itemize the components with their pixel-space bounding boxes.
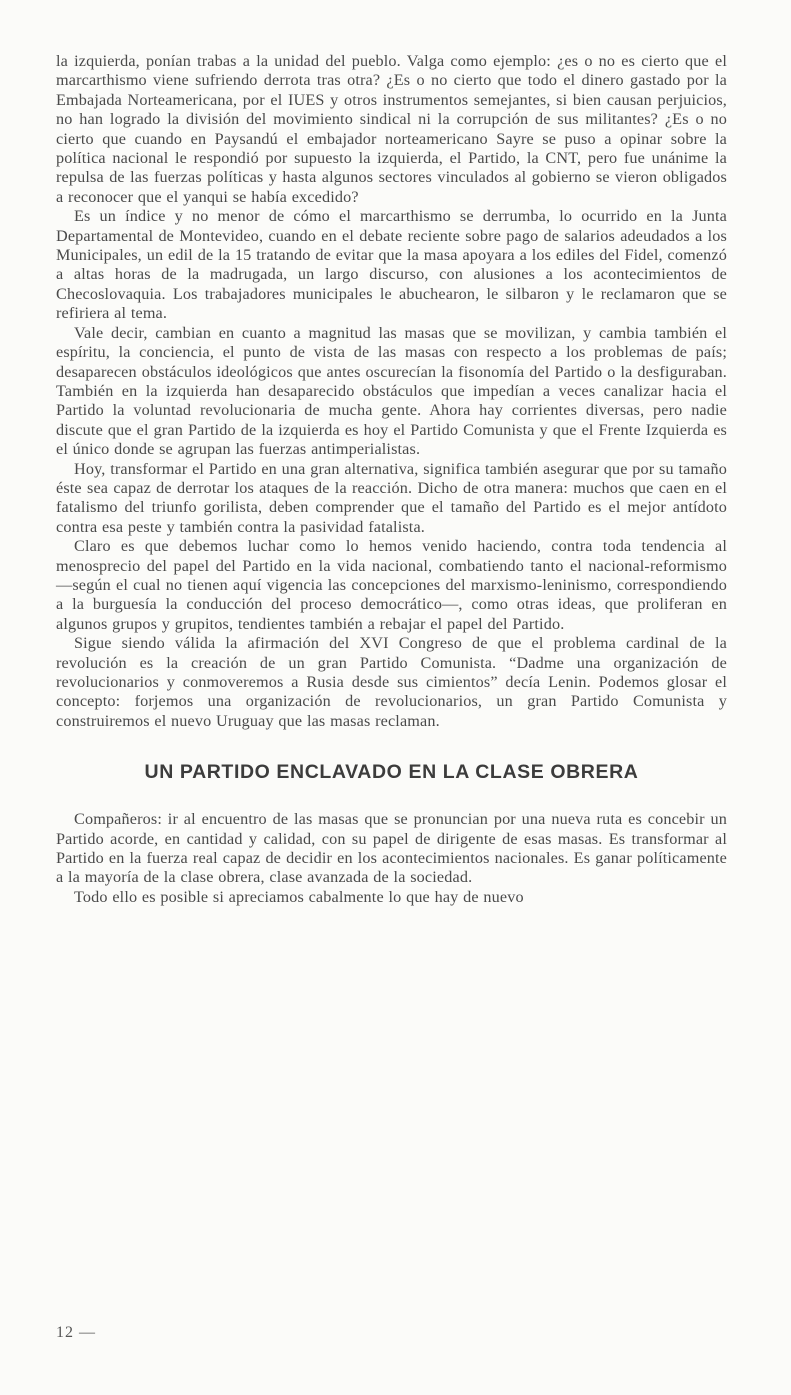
paragraph-4: Hoy, transformar el Partido en una gran alternativa, significa también asegurar que por su tamaño éste sea capaz de derrotar los ataques de la reacción. Dicho de otra manera: muchos que caen en el fatalismo del triunfo gorilista, deben comprender que el tamaño del Partido es el mejor antídoto contra esa peste y también contra la pasividad fatalista. — [56, 459, 727, 536]
paragraph-2: Es un índice y no menor de cómo el marcarthismo se derrumba, lo ocurrido en la Junta Departamental de Montevideo, cuando en el debate reciente sobre pago de salarios adeudados a los Municipales, un edil de la 15 tratando de evitar que la masa apoyara a los ediles del Fidel, comenzó a altas horas de la madrugada, un largo discurso, con alusiones a los acontecimientos de Checoslovaquia. Los trabajadores municipales le abuchearon, le silbaron y le reclamaron que se refiriera al tema. — [56, 207, 727, 323]
paragraph-5: Claro es que debemos luchar como lo hemos venido haciendo, contra toda tendencia al menosprecio del papel del Partido en la vida nacional, combatiendo tanto el nacional-reformismo —según el cual no tienen aquí vigencia las concepciones del marxismo-leninismo, correspondiendo a la burguesía la conducción del proceso democrático—, como otras ideas, que proliferan en algunos grupos y grupitos, tendientes también a rebajar el papel del Partido. — [56, 537, 727, 633]
paragraph-3: Vale decir, cambian en cuanto a magnitud las masas que se movilizan, y cambia también el espíritu, la conciencia, el punto de vista de las masas con respecto a los problemas de país; desaparecen obstáculos ideológicos que antes oscurecían la fisonomía del Partido o la desfiguraban. También en la izquierda han desaparecido obstáculos que impedían a veces canalizar hacia el Partido la voluntad revolucionaria de mucha gente. Ahora hay corrientes diversas, pero nadie discute que el gran Partido de la izquierda es hoy el Partido Comunista y que el Frente Izquierda es el único donde se agrupan las fuerzas antimperialistas. — [56, 323, 727, 459]
paragraph-6: Sigue siendo válida la afirmación del XVI Congreso de que el problema cardinal de la revolución es la creación de un gran Partido Comunista. “Dadme una organización de revolucionarios y conmoveremos a Rusia desde sus cimientos” decía Lenin. Podemos glosar el concepto: forjemos una organización de revolucionarios, un gran Partido Comunista y construiremos el nuevo Uruguay que las masas reclaman. — [56, 634, 727, 730]
page-number: 12 — — [56, 1324, 96, 1341]
section-heading: UN PARTIDO ENCLAVADO EN LA CLASE OBRERA — [144, 761, 639, 784]
paragraph-7: Compañeros: ir al encuentro de las masas que se pronuncian por una nueva ruta es concebir un Partido acorde, en cantidad y calidad, con su papel de dirigente de esas masas. Es transformar al Partido en la fuerza real capaz de decidir en los acontecimientos nacionales. Es ganar políticamente a la mayoría de la clase obrera, clase avanzada de la sociedad. — [56, 810, 727, 887]
paragraph-1: la izquierda, ponían trabas a la unidad del pueblo. Valga como ejemplo: ¿es o no es cierto que el marcarthismo viene sufriendo derrota tras otra? ¿Es o no cierto que todo el dinero gastado por la Embajada Norteamericana, por el IUES y otros instrumentos semejantes, si bien causan perjuicios, no han logrado la división del movimiento sindical ni la corrupción de sus militantes? ¿Es o no cierto que cuando en Paysandú el embajador norteamericano Sayre se puso a opinar sobre la política nacional le respondió por supuesto la izquierda, el Partido, la CNT, pero fue unánime la repulsa de las fuerzas políticas y hasta algunos sectores vinculados al gobierno se vieron obligados a reconocer que el yanqui se había excedido? — [56, 52, 727, 206]
paragraph-8: Todo ello es posible si apreciamos cabalmente lo que hay de nuevo — [74, 887, 524, 906]
